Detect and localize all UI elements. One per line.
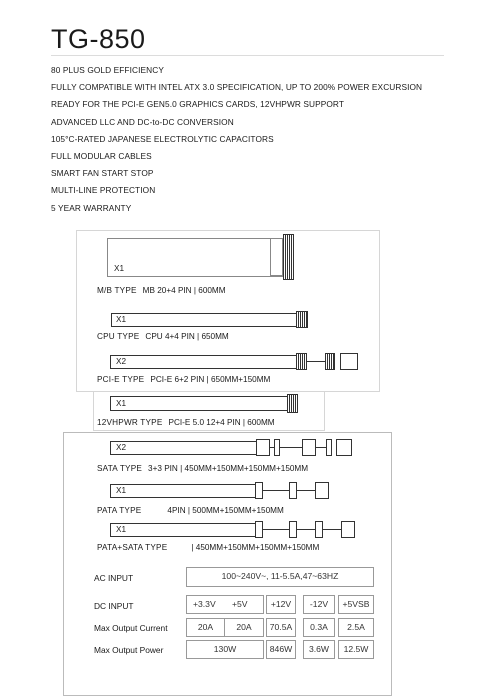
dc-voltage: +5V [232,599,248,609]
sata-label: SATA TYPE 3+3 PIN | 450MM+150MM+150MM+150MM [97,464,309,473]
dc-voltage-group [186,595,264,614]
pcie-connector-2 [325,353,335,370]
mb-qty: X1 [114,264,125,273]
feature-list [51,64,422,219]
current-value: 70.5A [266,618,296,637]
power-value: 3.6W [303,640,335,659]
hpwr-label: 12VHPWR TYPE PCI-E 5.0 12+4 PIN | 600MM [97,418,275,427]
feature-item: 105°C-RATED JAPANESE ELECTROLYTIC CAPACITORS [51,133,274,144]
pata-label: PATA TYPE 4PIN | 500MM+150MM+150MM [97,506,284,515]
current-value: 2.5A [338,618,374,637]
power-value: 846W [266,640,296,659]
pata-connector [255,482,263,499]
sata-connector [256,439,270,456]
power-value: 12.5W [338,640,374,659]
current-value: 20A [186,618,225,637]
feature-item: READY FOR THE PCI-E GEN5.0 GRAPHICS CARDS, 12VHPWR SUPPORT [51,99,345,110]
pcie-label: PCI-E TYPE PCI-E 6+2 PIN | 650MM+150MM [97,375,271,384]
feature-item: MULTI-LINE PROTECTION [51,185,156,196]
max-current-label: Max Output Current [94,623,168,633]
ac-input-value: 100~240V~, 11-5.5A,47~63HZ [186,567,374,587]
current-value: 0.3A [303,618,335,637]
cpu-8pin-connector [296,311,308,328]
feature-item: ADVANCED LLC AND DC-to-DC CONVERSION [51,116,234,127]
feature-item: 80 PLUS GOLD EFFICIENCY [51,65,164,75]
max-power-label: Max Output Power [94,645,164,655]
cpu-qty: X1 [116,315,127,324]
dc-voltage: -12V [303,595,335,614]
patasata-connector [255,521,263,538]
hpwr-16pin-connector [287,394,298,413]
hpwr-qty: X1 [116,399,127,408]
pata-qty: X1 [116,486,127,495]
sata-qty: X2 [116,443,127,452]
patasata-label: PATA+SATA TYPE | 450MM+150MM+150MM+150MM [97,543,320,552]
current-value: 20A [224,618,264,637]
dc-voltage: +12V [266,595,296,614]
title-divider [51,55,444,56]
pcie-qty: X2 [116,357,127,366]
feature-item: FULLY COMPATIBLE WITH INTEL ATX 3.0 SPECIFICATION, UP TO 200% POWER EXCURSION [51,82,423,93]
ac-input-label: AC INPUT [94,573,134,583]
patasata-qty: X1 [116,525,127,534]
mb-label: M/B TYPE MB 20+4 PIN | 600MM [97,286,226,295]
mb-24pin-connector [283,234,294,280]
power-value: 130W [186,640,264,659]
cpu-label: CPU TYPE CPU 4+4 PIN | 650MM [97,332,229,341]
dc-voltage: +3.3V [193,599,216,609]
feature-item: 5 YEAR WARRANTY [51,202,132,213]
pcie-connector [296,353,307,370]
feature-item: FULL MODULAR CABLES [51,150,152,161]
feature-item: SMART FAN START STOP [51,168,154,179]
dc-voltage: +5VSB [338,595,374,614]
dc-input-label: DC INPUT [94,601,134,611]
product-title: TG-850 [51,24,146,54]
